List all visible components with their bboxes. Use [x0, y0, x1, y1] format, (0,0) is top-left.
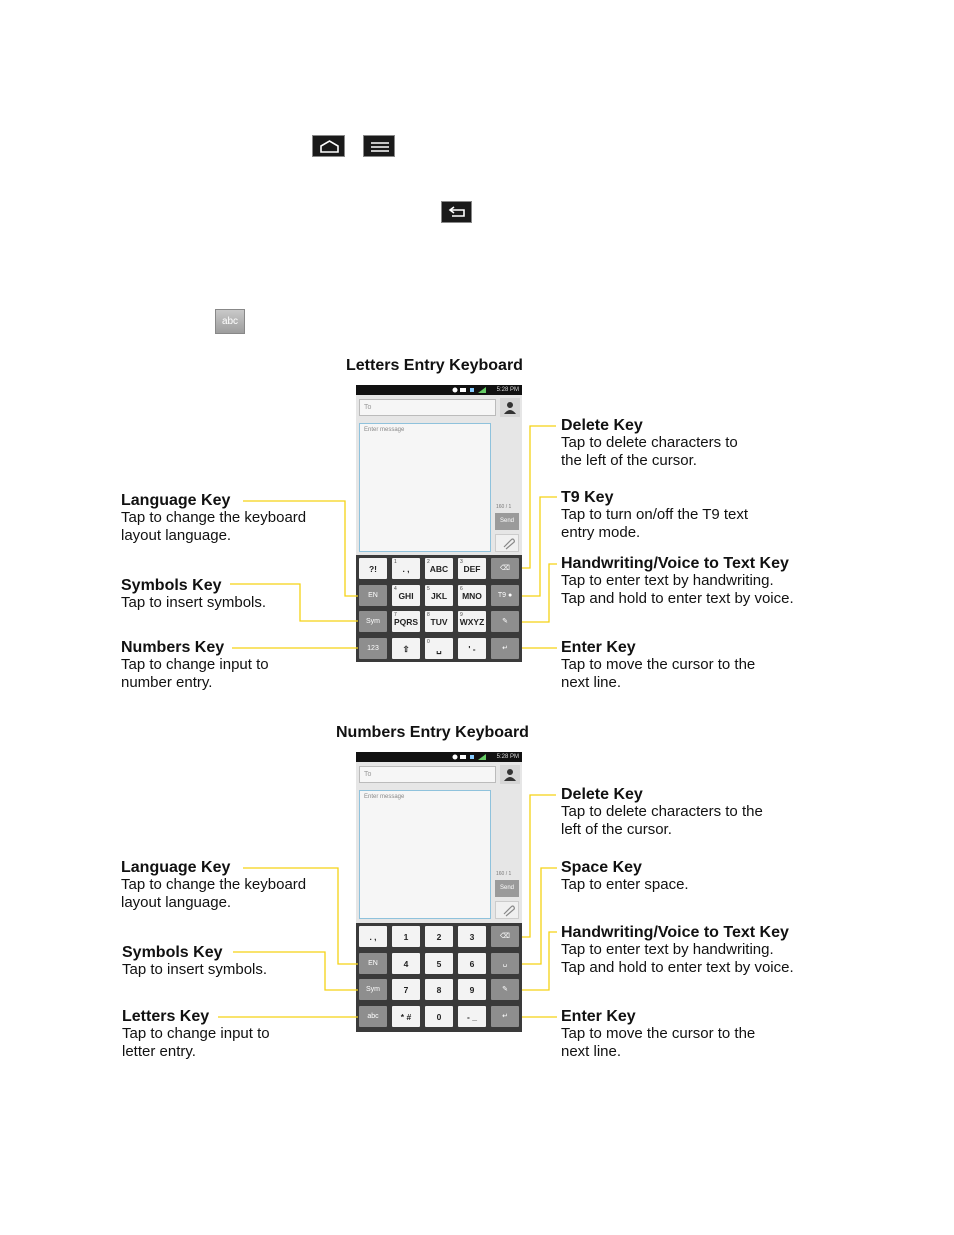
key[interactable]	[458, 953, 486, 974]
letters-keypad	[356, 555, 522, 662]
label-title: Enter Key	[561, 639, 636, 656]
label-desc: next line.	[561, 1043, 622, 1060]
key[interactable]	[359, 926, 387, 947]
label-title: Letters Key	[122, 1008, 210, 1025]
key-label: 0	[436, 1011, 442, 1022]
key-number: 2	[427, 559, 430, 565]
key-label: MNO	[462, 590, 482, 601]
space-key-label	[561, 859, 689, 894]
status-bar	[356, 385, 522, 395]
key[interactable]	[458, 611, 486, 632]
label-desc: Tap to delete characters to	[561, 434, 738, 451]
message-field[interactable]: Enter message	[359, 423, 491, 552]
key-label: EN	[368, 591, 378, 599]
numbers-key-label	[121, 639, 269, 692]
key[interactable]	[491, 558, 519, 579]
contact-icon[interactable]	[500, 765, 520, 784]
key[interactable]	[425, 611, 453, 632]
label-desc: Tap and hold to enter text by voice.	[561, 590, 794, 607]
status-time: 5:28 PM	[496, 387, 519, 393]
key-label: ⌫	[500, 565, 510, 572]
to-field[interactable]: To	[359, 399, 496, 416]
label-desc: Tap to change input to	[122, 1025, 270, 1042]
status-icons	[452, 387, 492, 393]
label-desc: Tap to insert symbols.	[121, 594, 267, 611]
delete-key-label	[561, 786, 763, 839]
key[interactable]	[392, 926, 420, 947]
key-label: ✎	[502, 986, 508, 993]
numbers-section-title: Numbers Entry Keyboard	[336, 724, 529, 741]
key-label: ABC	[429, 564, 449, 574]
key[interactable]	[458, 926, 486, 947]
status-icons	[452, 754, 492, 760]
key-label: 3	[469, 932, 475, 942]
key-label: WXYZ	[459, 617, 485, 627]
label-desc: number entry.	[121, 674, 213, 691]
key[interactable]	[359, 611, 387, 632]
key[interactable]	[425, 926, 453, 947]
numbers-keyboard-screenshot	[356, 752, 522, 1032]
key[interactable]	[425, 1006, 453, 1027]
key-label: ↵	[502, 1012, 508, 1020]
label-desc: left of the cursor.	[561, 821, 672, 838]
label-desc: next line.	[561, 674, 622, 691]
key[interactable]	[491, 585, 519, 606]
key[interactable]	[491, 979, 519, 1000]
key-label: . ,	[369, 932, 377, 942]
key-number: 6	[460, 585, 463, 592]
key[interactable]	[491, 611, 519, 632]
key-label: 7	[403, 985, 409, 995]
label-desc: letter entry.	[122, 1043, 196, 1060]
key[interactable]	[392, 638, 420, 659]
label-title: Symbols Key	[121, 577, 222, 594]
key[interactable]	[392, 611, 420, 632]
key-label: * #	[400, 1011, 412, 1022]
label-desc: Tap to enter text by handwriting.	[561, 941, 774, 958]
key-label: ⇧	[402, 643, 410, 654]
key-label: 5	[436, 958, 442, 969]
key-label: ␣	[502, 959, 508, 967]
key[interactable]	[425, 953, 453, 974]
label-desc: layout language.	[121, 527, 232, 544]
key-label: 2	[436, 932, 442, 942]
label-desc: Tap to move the cursor to the	[561, 656, 756, 673]
key[interactable]	[425, 638, 453, 659]
key[interactable]	[491, 953, 519, 974]
numbers-keypad	[356, 923, 522, 1032]
key-number: 7	[394, 612, 397, 618]
key-label: ␣	[436, 643, 442, 654]
key[interactable]	[425, 558, 453, 579]
key[interactable]	[392, 953, 420, 974]
home-key-icon	[312, 135, 345, 157]
key[interactable]	[491, 926, 519, 947]
status-bar	[356, 752, 522, 762]
key[interactable]	[359, 558, 387, 579]
handwriting-key-label	[561, 555, 794, 608]
symbols-key-label	[122, 944, 267, 979]
key-label: abc	[367, 1012, 379, 1020]
key-number: 9	[460, 612, 463, 618]
label-title: Numbers Key	[121, 639, 225, 656]
key-label: EN	[368, 959, 378, 967]
enter-key-label	[561, 1008, 755, 1061]
letters-key-label	[122, 1008, 270, 1061]
label-desc: entry mode.	[561, 524, 641, 541]
key[interactable]	[392, 979, 420, 1000]
handwriting-key-label	[561, 924, 794, 977]
label-desc: Tap and hold to enter text by voice.	[561, 959, 794, 976]
key[interactable]	[425, 585, 453, 606]
symbols-key-label	[121, 577, 266, 612]
label-desc: Tap to move the cursor to the	[561, 1025, 756, 1042]
key-label: DEF	[463, 564, 481, 574]
key-label: TUV	[430, 617, 448, 627]
abc-key-icon: abc	[215, 309, 245, 334]
enter-key-label	[561, 639, 755, 692]
key-label: ' -	[468, 643, 476, 654]
key-label: 1	[403, 932, 409, 942]
key-number: 1	[394, 559, 397, 565]
label-desc: layout language.	[121, 894, 232, 911]
label-title: Language Key	[121, 859, 231, 876]
key[interactable]	[458, 585, 486, 606]
back-key-icon	[441, 201, 472, 223]
label-title: Handwriting/Voice to Text Key	[561, 924, 789, 941]
key-label: 8	[436, 985, 442, 995]
key[interactable]	[425, 979, 453, 1000]
contact-icon[interactable]	[500, 398, 520, 417]
key[interactable]	[491, 1006, 519, 1027]
key-label: T9 ●	[497, 591, 513, 599]
key[interactable]	[458, 638, 486, 659]
menu-key-icon	[363, 135, 395, 157]
key-label: - _	[467, 1011, 477, 1022]
label-desc: Tap to change input to	[121, 656, 269, 673]
key[interactable]	[359, 638, 387, 659]
key[interactable]	[359, 1006, 387, 1027]
label-title: Delete Key	[561, 417, 643, 434]
language-key-label	[121, 492, 306, 545]
key[interactable]	[458, 1006, 486, 1027]
key-label: ⌫	[500, 933, 510, 940]
label-desc: Tap to insert symbols.	[122, 961, 268, 978]
label-title: Symbols Key	[122, 944, 223, 961]
key-label: 4	[403, 958, 409, 969]
label-title: T9 Key	[561, 489, 614, 506]
label-desc: Tap to enter space.	[561, 876, 689, 893]
label-title: Enter Key	[561, 1008, 636, 1025]
label-title: Delete Key	[561, 786, 643, 803]
label-title: Space Key	[561, 859, 642, 876]
t9-key-label	[561, 489, 748, 542]
key-label: Sym	[366, 618, 380, 625]
label-desc: Tap to enter text by handwriting.	[561, 572, 774, 589]
key[interactable]	[359, 585, 387, 606]
key[interactable]	[458, 558, 486, 579]
key-label: ✎	[502, 618, 508, 625]
message-field[interactable]: Enter message	[359, 790, 491, 919]
send-button[interactable]: Send	[495, 513, 519, 530]
label-title: Handwriting/Voice to Text Key	[561, 555, 789, 572]
key-label: Sym	[366, 986, 380, 993]
delete-key-label	[561, 417, 738, 470]
label-title: Language Key	[121, 492, 231, 509]
send-button[interactable]: Send	[495, 880, 519, 897]
key[interactable]	[392, 585, 420, 606]
label-desc: the left of the cursor.	[561, 452, 697, 469]
char-counter: 160 / 1	[496, 504, 512, 510]
key-number: 0	[427, 638, 430, 645]
letters-keyboard-screenshot	[356, 385, 522, 662]
key[interactable]	[491, 638, 519, 659]
key[interactable]	[458, 979, 486, 1000]
letters-section-title: Letters Entry Keyboard	[346, 357, 523, 374]
key-number: 8	[427, 612, 430, 618]
label-desc: Tap to delete characters to the	[561, 803, 763, 820]
key-label: JKL	[430, 590, 448, 601]
key-number: 4	[394, 585, 397, 592]
key-label: ?!	[368, 564, 378, 574]
key[interactable]	[359, 979, 387, 1000]
language-key-label	[121, 859, 306, 912]
key-label: ↵	[502, 644, 508, 652]
key[interactable]	[359, 953, 387, 974]
key-label: GHI	[398, 590, 414, 601]
key-label: 9	[469, 985, 475, 995]
label-desc: Tap to change the keyboard	[121, 509, 307, 526]
key-label: . ,	[402, 564, 410, 574]
key[interactable]	[392, 558, 420, 579]
key[interactable]	[392, 1006, 420, 1027]
to-field[interactable]: To	[359, 766, 496, 783]
status-time: 5:28 PM	[496, 754, 519, 760]
key-label: PQRS	[393, 617, 419, 627]
label-desc: Tap to turn on/off the T9 text	[561, 506, 749, 523]
key-number: 3	[460, 559, 463, 565]
paperclip-icon[interactable]	[495, 901, 519, 919]
key-label: 123	[367, 644, 379, 652]
char-counter: 160 / 1	[496, 871, 512, 877]
paperclip-icon[interactable]	[495, 534, 519, 552]
key-label: 6	[469, 958, 475, 969]
label-desc: Tap to change the keyboard	[121, 876, 307, 893]
key-number: 5	[427, 585, 430, 592]
